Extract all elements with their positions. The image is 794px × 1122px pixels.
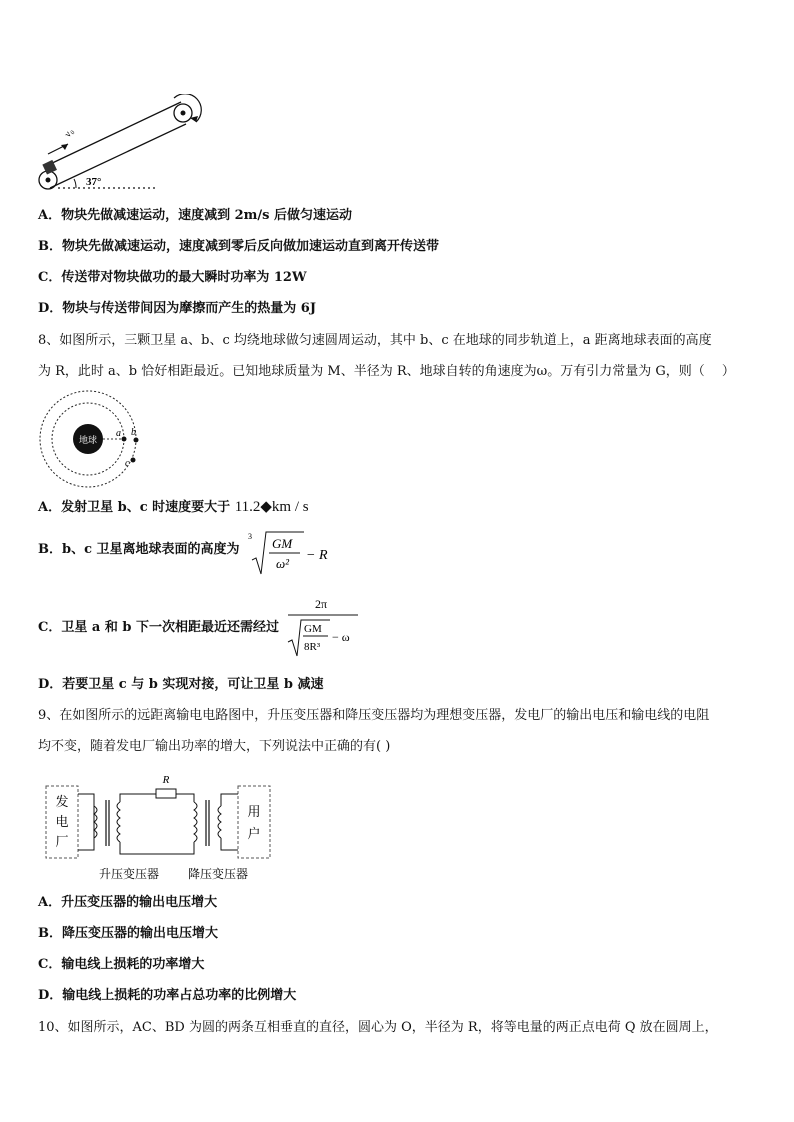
satellite-orbit-figure — [36, 390, 166, 490]
q8-option-b-formula — [246, 528, 336, 580]
q7-option-a: A．物块先做减速运动，速度减到 2m/s 后做匀速运动 — [38, 208, 353, 223]
q8-stem-line2: 为 R，此时 a、b 恰好相距最近。已知地球质量为 M、半径为 R、地球自转的角速度为ω。万有引力常量为 G，则（ ） — [38, 364, 735, 379]
line-resistor — [156, 789, 176, 798]
q7-option-d: D．物块与传送带间因为摩擦而产生的热量为 6J — [38, 301, 316, 316]
satellite-b — [134, 438, 139, 443]
b-denominator: ω² — [276, 556, 290, 571]
plant-char-2: 电 — [55, 814, 69, 829]
plant-char-3: 厂 — [55, 834, 69, 849]
q8-option-c-formula — [284, 596, 364, 660]
root-index: 3 — [248, 532, 252, 541]
q10-stem-line1: 10、如图所示，AC、BD 为圆的两条互相垂直的直径，圆心为 O，半径为 R，将等电量的两正点电荷 Q 放在圆周上， — [38, 1020, 718, 1035]
q8-option-b — [38, 540, 240, 560]
step-down-caption: 降压变压器 — [187, 867, 249, 881]
q8-option-a-text: A．发射卫星 b、c 时速度要大于 — [38, 500, 231, 515]
q8-option-c-text: C．卫星 a 和 b 下一次相距最近还需经过 — [38, 620, 279, 635]
q9-stem-line2: 均不变，随着发电厂输出功率的增大，下列说法中正确的有( ) — [38, 739, 391, 754]
b-numerator: GM — [272, 536, 293, 551]
user-char-2: 户 — [247, 826, 261, 841]
c-tail: − ω — [332, 630, 350, 644]
earth-label: 地球 — [78, 435, 98, 445]
conveyor-figure — [36, 94, 206, 194]
q8-option-c — [38, 618, 279, 638]
c-root-denominator: 8R³ — [304, 641, 321, 653]
step-down-primary-coil — [194, 802, 197, 842]
transmission-circuit-figure — [44, 770, 274, 886]
velocity-label: v₀ — [62, 126, 76, 140]
satellite-a-label: a — [116, 428, 121, 439]
q9-option-a: A．升压变压器的输出电压增大 — [38, 895, 218, 910]
c-numerator: 2π — [314, 597, 328, 611]
step-up-secondary-coil — [117, 802, 120, 842]
satellite-b-label: b — [131, 427, 136, 438]
plant-char-1: 发 — [55, 794, 69, 809]
b-tail: − R — [306, 548, 328, 563]
q8-option-a-value: 11.2◆km / s — [234, 499, 309, 515]
resistor-label: R — [162, 774, 170, 786]
q9-option-d: D．输电线上损耗的功率占总功率的比例增大 — [38, 988, 297, 1003]
q9-option-c: C．输电线上损耗的功率增大 — [38, 957, 205, 972]
q8-option-b-text: B．b、c 卫星离地球表面的高度为 — [38, 542, 240, 557]
q8-option-d: D．若要卫星 c 与 b 实现对接，可让卫星 b 减速 — [38, 677, 324, 692]
q7-option-c: C．传送带对物块做功的最大瞬时功率为 12W — [38, 270, 307, 285]
satellite-c — [131, 458, 136, 463]
q8-stem-line1: 8、如图所示，三颗卫星 a、b、c 均绕地球做匀速圆周运动，其中 b、c 在地球的同步轨道上，a 距离地球表面的高度 — [38, 333, 712, 348]
step-down-secondary-coil — [218, 806, 221, 838]
satellite-a — [122, 437, 127, 442]
q7-option-b: B．物块先做减速运动，速度减到零后反向做加速运动直到离开传送带 — [38, 239, 439, 254]
q9-option-b: B．降压变压器的输出电压增大 — [38, 926, 218, 941]
c-root-numerator: GM — [304, 623, 322, 635]
angle-label: 37° — [86, 176, 102, 188]
user-char-1: 用 — [247, 804, 261, 819]
user-box — [238, 786, 270, 858]
step-up-caption: 升压变压器 — [98, 867, 160, 881]
q8-option-a — [38, 497, 309, 518]
q9-stem-line1: 9、在如图所示的远距离输电电路图中，升压变压器和降压变压器均为理想变压器，发电厂的输出电压和输电线的电阻 — [38, 708, 710, 723]
satellite-c-label: c — [125, 458, 130, 469]
